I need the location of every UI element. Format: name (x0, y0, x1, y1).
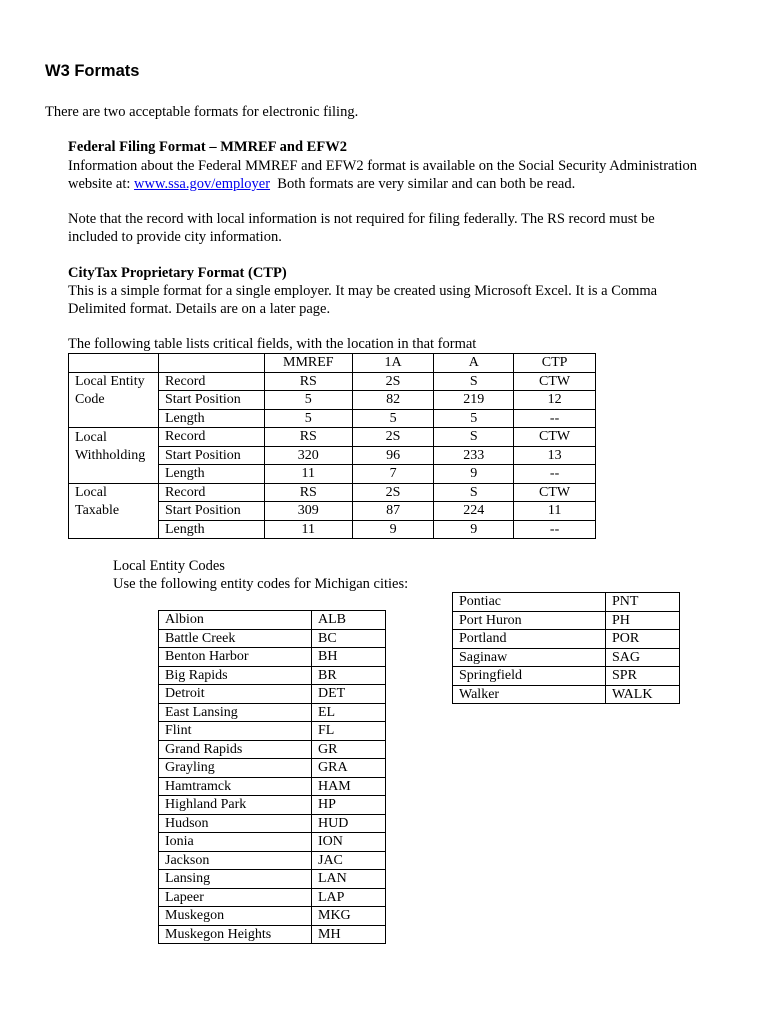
field-name-cell: Record (158, 483, 264, 502)
value-cell: CTW (514, 372, 596, 391)
city-code-cell: HUD (312, 814, 386, 833)
page-title: W3 Formats (45, 62, 140, 80)
value-cell: S (434, 372, 514, 391)
city-name-cell: Muskegon Heights (159, 925, 312, 944)
value-cell: RS (264, 428, 352, 447)
city-code-cell: HAM (312, 777, 386, 796)
city-name-cell: Highland Park (159, 796, 312, 815)
table-row (69, 483, 596, 502)
value-cell: 87 (352, 502, 434, 521)
city-code-cell: DET (312, 685, 386, 704)
value-cell: 9 (434, 465, 514, 484)
city-code-cell: PNT (606, 593, 680, 612)
city-row (159, 703, 386, 722)
city-row (159, 611, 386, 630)
group-label-cell: Withholding (69, 446, 159, 465)
group-label-cell: Local (69, 428, 159, 447)
ssa-employer-link[interactable]: www.ssa.gov/employer (134, 176, 271, 192)
city-name-cell: Big Rapids (159, 666, 312, 685)
city-row (159, 759, 386, 778)
city-code-cell: EL (312, 703, 386, 722)
city-row (159, 796, 386, 815)
city-row (159, 740, 386, 759)
city-code-cell: GRA (312, 759, 386, 778)
city-row (159, 833, 386, 852)
value-cell: 11 (514, 502, 596, 521)
city-code-cell: FL (312, 722, 386, 741)
value-cell: 82 (352, 391, 434, 410)
header-cell: A (434, 354, 514, 373)
table-intro: The following table lists critical fields, with the location in that format (68, 336, 477, 352)
city-code-cell: WALK (606, 685, 680, 704)
field-name-cell: Length (158, 520, 264, 539)
city-name-cell: Benton Harbor (159, 648, 312, 667)
city-code-cell: HP (312, 796, 386, 815)
city-name-cell: Muskegon (159, 907, 312, 926)
value-cell: RS (264, 483, 352, 502)
group-label-cell: Code (69, 391, 159, 410)
city-row (159, 870, 386, 889)
format-fields-table (68, 353, 596, 539)
city-row (159, 907, 386, 926)
value-cell: 5 (352, 409, 434, 428)
city-code-cell: MKG (312, 907, 386, 926)
note-line-1: Note that the record with local information is not required for filing federally. The RS record must be (68, 211, 655, 227)
group-label-cell (69, 465, 159, 484)
city-row (159, 629, 386, 648)
city-row (453, 611, 680, 630)
value-cell: 9 (352, 520, 434, 539)
city-row (159, 648, 386, 667)
city-name-cell: East Lansing (159, 703, 312, 722)
city-name-cell: Port Huron (453, 611, 606, 630)
city-code-cell: BC (312, 629, 386, 648)
group-label-cell: Local Entity (69, 372, 159, 391)
city-codes-table-right (452, 592, 680, 704)
city-codes-table-left (158, 610, 386, 944)
header-cell (69, 354, 159, 373)
header-cell: MMREF (264, 354, 352, 373)
value-cell: 5 (264, 391, 352, 410)
table-row (69, 520, 596, 539)
field-name-cell: Start Position (158, 446, 264, 465)
value-cell: 309 (264, 502, 352, 521)
field-name-cell: Record (158, 372, 264, 391)
city-name-cell: Portland (453, 630, 606, 649)
city-row (159, 814, 386, 833)
value-cell: -- (514, 465, 596, 484)
city-name-cell: Grand Rapids (159, 740, 312, 759)
value-cell: 7 (352, 465, 434, 484)
table-row (69, 391, 596, 410)
federal-line-1: Information about the Federal MMREF and EFW2 format is available on the Social Security Administration (68, 158, 698, 174)
city-name-cell: Pontiac (453, 593, 606, 612)
value-cell: 320 (264, 446, 352, 465)
citytax-line-1: This is a simple format for a single employer. It may be created using Microsoft Excel. It is a Comma (68, 283, 658, 299)
federal-heading: Federal Filing Format – MMREF and EFW2 (68, 139, 347, 155)
city-name-cell: Walker (453, 685, 606, 704)
value-cell: 224 (434, 502, 514, 521)
city-name-cell: Ionia (159, 833, 312, 852)
value-cell: 96 (352, 446, 434, 465)
group-label-cell: Local (69, 483, 159, 502)
city-name-cell: Lapeer (159, 888, 312, 907)
field-name-cell: Length (158, 465, 264, 484)
city-name-cell: Jackson (159, 851, 312, 870)
city-code-cell: ION (312, 833, 386, 852)
city-code-cell: BR (312, 666, 386, 685)
value-cell: S (434, 428, 514, 447)
citytax-line-2: Delimited format. Details are on a later page. (68, 301, 331, 317)
value-cell: CTW (514, 483, 596, 502)
city-code-cell: POR (606, 630, 680, 649)
federal-line-2 (68, 175, 575, 193)
city-code-cell: MH (312, 925, 386, 944)
entity-codes-subheading: Use the following entity codes for Michigan cities: (113, 576, 409, 592)
table-row (69, 502, 596, 521)
value-cell: -- (514, 520, 596, 539)
value-cell: 11 (264, 465, 352, 484)
header-cell: 1A (352, 354, 434, 373)
city-row (159, 722, 386, 741)
city-row (159, 888, 386, 907)
city-code-cell: SAG (606, 648, 680, 667)
city-code-cell: LAP (312, 888, 386, 907)
city-name-cell: Lansing (159, 870, 312, 889)
group-label-cell (69, 520, 159, 539)
table-row (69, 428, 596, 447)
value-cell: 2S (352, 428, 434, 447)
federal-line-2-prefix: website at: (68, 176, 135, 192)
city-name-cell: Grayling (159, 759, 312, 778)
field-name-cell: Start Position (158, 502, 264, 521)
entity-codes-heading: Local Entity Codes (113, 558, 225, 574)
value-cell: 5 (264, 409, 352, 428)
city-code-cell: SPR (606, 667, 680, 686)
value-cell: 11 (264, 520, 352, 539)
value-cell: 2S (352, 372, 434, 391)
value-cell: RS (264, 372, 352, 391)
city-row (453, 648, 680, 667)
value-cell: 5 (434, 409, 514, 428)
value-cell: CTW (514, 428, 596, 447)
city-code-cell: LAN (312, 870, 386, 889)
city-code-cell: ALB (312, 611, 386, 630)
table-header-row (69, 354, 596, 373)
city-row (453, 593, 680, 612)
city-name-cell: Battle Creek (159, 629, 312, 648)
city-row (159, 777, 386, 796)
city-name-cell: Saginaw (453, 648, 606, 667)
value-cell: -- (514, 409, 596, 428)
city-code-cell: PH (606, 611, 680, 630)
city-name-cell: Springfield (453, 667, 606, 686)
field-name-cell: Start Position (158, 391, 264, 410)
federal-line-2-suffix: Both formats are very similar and can both be read. (270, 176, 576, 192)
table-row (69, 446, 596, 465)
citytax-heading: CityTax Proprietary Format (CTP) (68, 265, 287, 281)
city-row (159, 925, 386, 944)
city-name-cell: Hudson (159, 814, 312, 833)
value-cell: 219 (434, 391, 514, 410)
city-name-cell: Detroit (159, 685, 312, 704)
table-row (69, 372, 596, 391)
city-name-cell: Albion (159, 611, 312, 630)
city-row (159, 685, 386, 704)
city-name-cell: Hamtramck (159, 777, 312, 796)
city-row (159, 851, 386, 870)
intro-text: There are two acceptable formats for electronic filing. (45, 104, 359, 120)
city-row (159, 666, 386, 685)
value-cell: 13 (514, 446, 596, 465)
city-code-cell: JAC (312, 851, 386, 870)
value-cell: 2S (352, 483, 434, 502)
value-cell: S (434, 483, 514, 502)
header-cell (158, 354, 264, 373)
city-row (453, 667, 680, 686)
field-name-cell: Length (158, 409, 264, 428)
city-name-cell: Flint (159, 722, 312, 741)
note-line-2: included to provide city information. (68, 229, 282, 245)
field-name-cell: Record (158, 428, 264, 447)
group-label-cell: Taxable (69, 502, 159, 521)
value-cell: 12 (514, 391, 596, 410)
table-row (69, 465, 596, 484)
group-label-cell (69, 409, 159, 428)
value-cell: 9 (434, 520, 514, 539)
city-code-cell: BH (312, 648, 386, 667)
city-code-cell: GR (312, 740, 386, 759)
city-row (453, 630, 680, 649)
table-row (69, 409, 596, 428)
header-cell: CTP (514, 354, 596, 373)
city-row (453, 685, 680, 704)
value-cell: 233 (434, 446, 514, 465)
